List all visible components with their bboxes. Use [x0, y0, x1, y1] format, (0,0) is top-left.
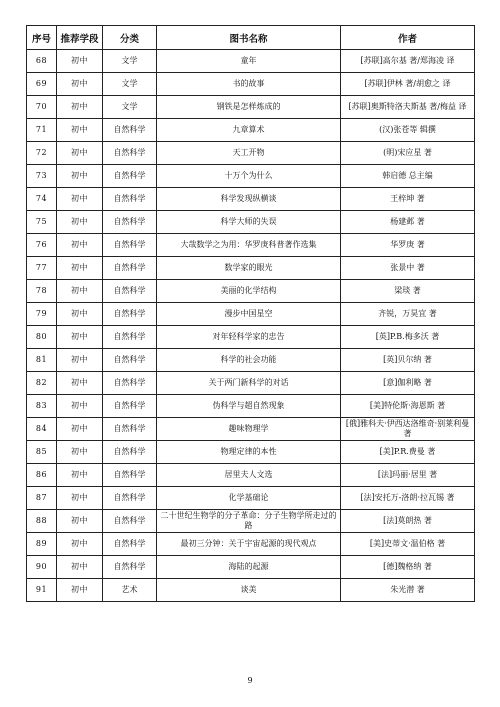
cell-title: 关于两门新科学的对话 [157, 372, 341, 395]
cell-no: 70 [27, 96, 57, 119]
cell-author: 华罗庚 著 [341, 234, 475, 257]
cell-title: 钢铁是怎样炼成的 [157, 96, 341, 119]
cell-title: 科学的社会功能 [157, 349, 341, 372]
book-list-sheet [26, 25, 474, 602]
cell-category: 自然科学 [103, 556, 157, 579]
cell-stage: 初中 [57, 418, 103, 441]
cell-title: 趣味物理学 [157, 418, 341, 441]
cell-category: 文学 [103, 50, 157, 73]
cell-title: 二十世纪生物学的分子革命：分子生物学所走过的路 [157, 510, 341, 533]
cell-category: 自然科学 [103, 487, 157, 510]
cell-category: 自然科学 [103, 211, 157, 234]
table-row [27, 234, 475, 257]
cell-no: 86 [27, 464, 57, 487]
cell-stage: 初中 [57, 441, 103, 464]
cell-stage: 初中 [57, 119, 103, 142]
cell-no: 91 [27, 579, 57, 602]
cell-no: 88 [27, 510, 57, 533]
cell-author: [英]贝尔纳 著 [341, 349, 475, 372]
cell-category: 自然科学 [103, 464, 157, 487]
cell-title: 伪科学与超自然现象 [157, 395, 341, 418]
cell-no: 72 [27, 142, 57, 165]
cell-stage: 初中 [57, 73, 103, 96]
cell-no: 79 [27, 303, 57, 326]
cell-stage: 初中 [57, 533, 103, 556]
table-row [27, 579, 475, 602]
cell-category: 自然科学 [103, 533, 157, 556]
header-no: 序号 [27, 26, 57, 50]
cell-title: 书的故事 [157, 73, 341, 96]
cell-category: 文学 [103, 96, 157, 119]
cell-stage: 初中 [57, 487, 103, 510]
cell-category: 自然科学 [103, 303, 157, 326]
cell-title: 海陆的起源 [157, 556, 341, 579]
cell-stage: 初中 [57, 280, 103, 303]
cell-no: 85 [27, 441, 57, 464]
table-row [27, 464, 475, 487]
cell-title: 物理定律的本性 [157, 441, 341, 464]
cell-category: 自然科学 [103, 441, 157, 464]
cell-title: 科学发现纵横谈 [157, 188, 341, 211]
cell-no: 77 [27, 257, 57, 280]
cell-author: [苏联]奥斯特洛夫斯基 著/梅益 译 [341, 96, 475, 119]
cell-title: 童年 [157, 50, 341, 73]
cell-stage: 初中 [57, 188, 103, 211]
table-row [27, 556, 475, 579]
table-body [27, 50, 475, 602]
cell-category: 文学 [103, 73, 157, 96]
cell-author: 韩启德 总主编 [341, 165, 475, 188]
cell-category: 自然科学 [103, 165, 157, 188]
cell-category: 自然科学 [103, 395, 157, 418]
table-row [27, 349, 475, 372]
cell-stage: 初中 [57, 234, 103, 257]
table-row [27, 487, 475, 510]
table-row [27, 418, 475, 441]
cell-stage: 初中 [57, 96, 103, 119]
cell-author: 王梓坤 著 [341, 188, 475, 211]
table-row [27, 303, 475, 326]
cell-stage: 初中 [57, 464, 103, 487]
cell-title: 九章算术 [157, 119, 341, 142]
cell-title: 居里夫人文选 [157, 464, 341, 487]
cell-category: 自然科学 [103, 119, 157, 142]
cell-no: 71 [27, 119, 57, 142]
cell-no: 80 [27, 326, 57, 349]
cell-author: [俄]雅科夫·伊西达洛维奇·别莱利曼 著 [341, 418, 475, 441]
cell-stage: 初中 [57, 303, 103, 326]
cell-author: 齐锐，万昊宜 著 [341, 303, 475, 326]
cell-category: 自然科学 [103, 510, 157, 533]
table-row [27, 533, 475, 556]
table-row [27, 188, 475, 211]
cell-author: 张景中 著 [341, 257, 475, 280]
cell-category: 自然科学 [103, 280, 157, 303]
table-row [27, 119, 475, 142]
cell-title: 大哉数学之为用：华罗庚科普著作选集 [157, 234, 341, 257]
cell-stage: 初中 [57, 349, 103, 372]
cell-category: 自然科学 [103, 372, 157, 395]
table-row [27, 165, 475, 188]
cell-stage: 初中 [57, 211, 103, 234]
cell-no: 89 [27, 533, 57, 556]
cell-author: [美]P.R.费曼 著 [341, 441, 475, 464]
header-author: 作者 [341, 26, 475, 50]
cell-category: 自然科学 [103, 257, 157, 280]
table-header-row [27, 26, 475, 50]
cell-author: 朱光潜 著 [341, 579, 475, 602]
cell-no: 84 [27, 418, 57, 441]
table-row [27, 257, 475, 280]
cell-author: [德]魏格纳 著 [341, 556, 475, 579]
cell-no: 76 [27, 234, 57, 257]
cell-stage: 初中 [57, 395, 103, 418]
header-title: 图书名称 [157, 26, 341, 50]
cell-author: [意]伽利略 著 [341, 372, 475, 395]
cell-no: 69 [27, 73, 57, 96]
cell-category: 自然科学 [103, 142, 157, 165]
cell-title: 数学家的眼光 [157, 257, 341, 280]
cell-title: 化学基础论 [157, 487, 341, 510]
cell-author: [英]P.B.梅多沃 著 [341, 326, 475, 349]
cell-no: 90 [27, 556, 57, 579]
cell-no: 78 [27, 280, 57, 303]
table-row [27, 142, 475, 165]
table-row [27, 372, 475, 395]
cell-stage: 初中 [57, 326, 103, 349]
cell-stage: 初中 [57, 165, 103, 188]
cell-no: 68 [27, 50, 57, 73]
cell-title: 谈美 [157, 579, 341, 602]
cell-title: 对年轻科学家的忠告 [157, 326, 341, 349]
cell-stage: 初中 [57, 510, 103, 533]
cell-author: [美]特伦斯·海恩斯 著 [341, 395, 475, 418]
cell-no: 81 [27, 349, 57, 372]
cell-title: 科学大师的失误 [157, 211, 341, 234]
cell-no: 74 [27, 188, 57, 211]
table-row [27, 280, 475, 303]
cell-author: [法]玛丽·居里 著 [341, 464, 475, 487]
table-row [27, 395, 475, 418]
cell-category: 自然科学 [103, 418, 157, 441]
cell-category: 自然科学 [103, 349, 157, 372]
cell-title: 美丽的化学结构 [157, 280, 341, 303]
cell-category: 自然科学 [103, 326, 157, 349]
page-number: 9 [247, 676, 253, 685]
cell-title: 最初三分钟：关于宇宙起源的现代观点 [157, 533, 341, 556]
cell-author: (明)宋应星 著 [341, 142, 475, 165]
cell-author: 杨建邺 著 [341, 211, 475, 234]
cell-stage: 初中 [57, 372, 103, 395]
cell-no: 75 [27, 211, 57, 234]
cell-no: 83 [27, 395, 57, 418]
cell-stage: 初中 [57, 142, 103, 165]
cell-category: 艺术 [103, 579, 157, 602]
table-row [27, 441, 475, 464]
cell-title: 漫步中国星空 [157, 303, 341, 326]
cell-stage: 初中 [57, 50, 103, 73]
cell-author: [苏联]伊林 著/胡愈之 译 [341, 73, 475, 96]
cell-category: 自然科学 [103, 234, 157, 257]
cell-title: 天工开物 [157, 142, 341, 165]
cell-author: [苏联]高尔基 著/郑海凌 译 [341, 50, 475, 73]
table-row [27, 73, 475, 96]
cell-stage: 初中 [57, 257, 103, 280]
cell-author: [法]安托万-洛朗·拉瓦锡 著 [341, 487, 475, 510]
header-category: 分类 [103, 26, 157, 50]
cell-author: 梁琰 著 [341, 280, 475, 303]
cell-stage: 初中 [57, 579, 103, 602]
cell-category: 自然科学 [103, 188, 157, 211]
table-row [27, 50, 475, 73]
table-row [27, 510, 475, 533]
cell-no: 73 [27, 165, 57, 188]
cell-title: 十万个为什么 [157, 165, 341, 188]
cell-no: 82 [27, 372, 57, 395]
cell-author: (汉)张苍等 辑撰 [341, 119, 475, 142]
cell-no: 87 [27, 487, 57, 510]
table-row [27, 211, 475, 234]
book-list-table [26, 25, 475, 602]
cell-author: [法]莫朗热 著 [341, 510, 475, 533]
table-row [27, 96, 475, 119]
table-row [27, 326, 475, 349]
header-stage: 推荐学段 [57, 26, 103, 50]
cell-stage: 初中 [57, 556, 103, 579]
cell-author: [美]史蒂文·温伯格 著 [341, 533, 475, 556]
